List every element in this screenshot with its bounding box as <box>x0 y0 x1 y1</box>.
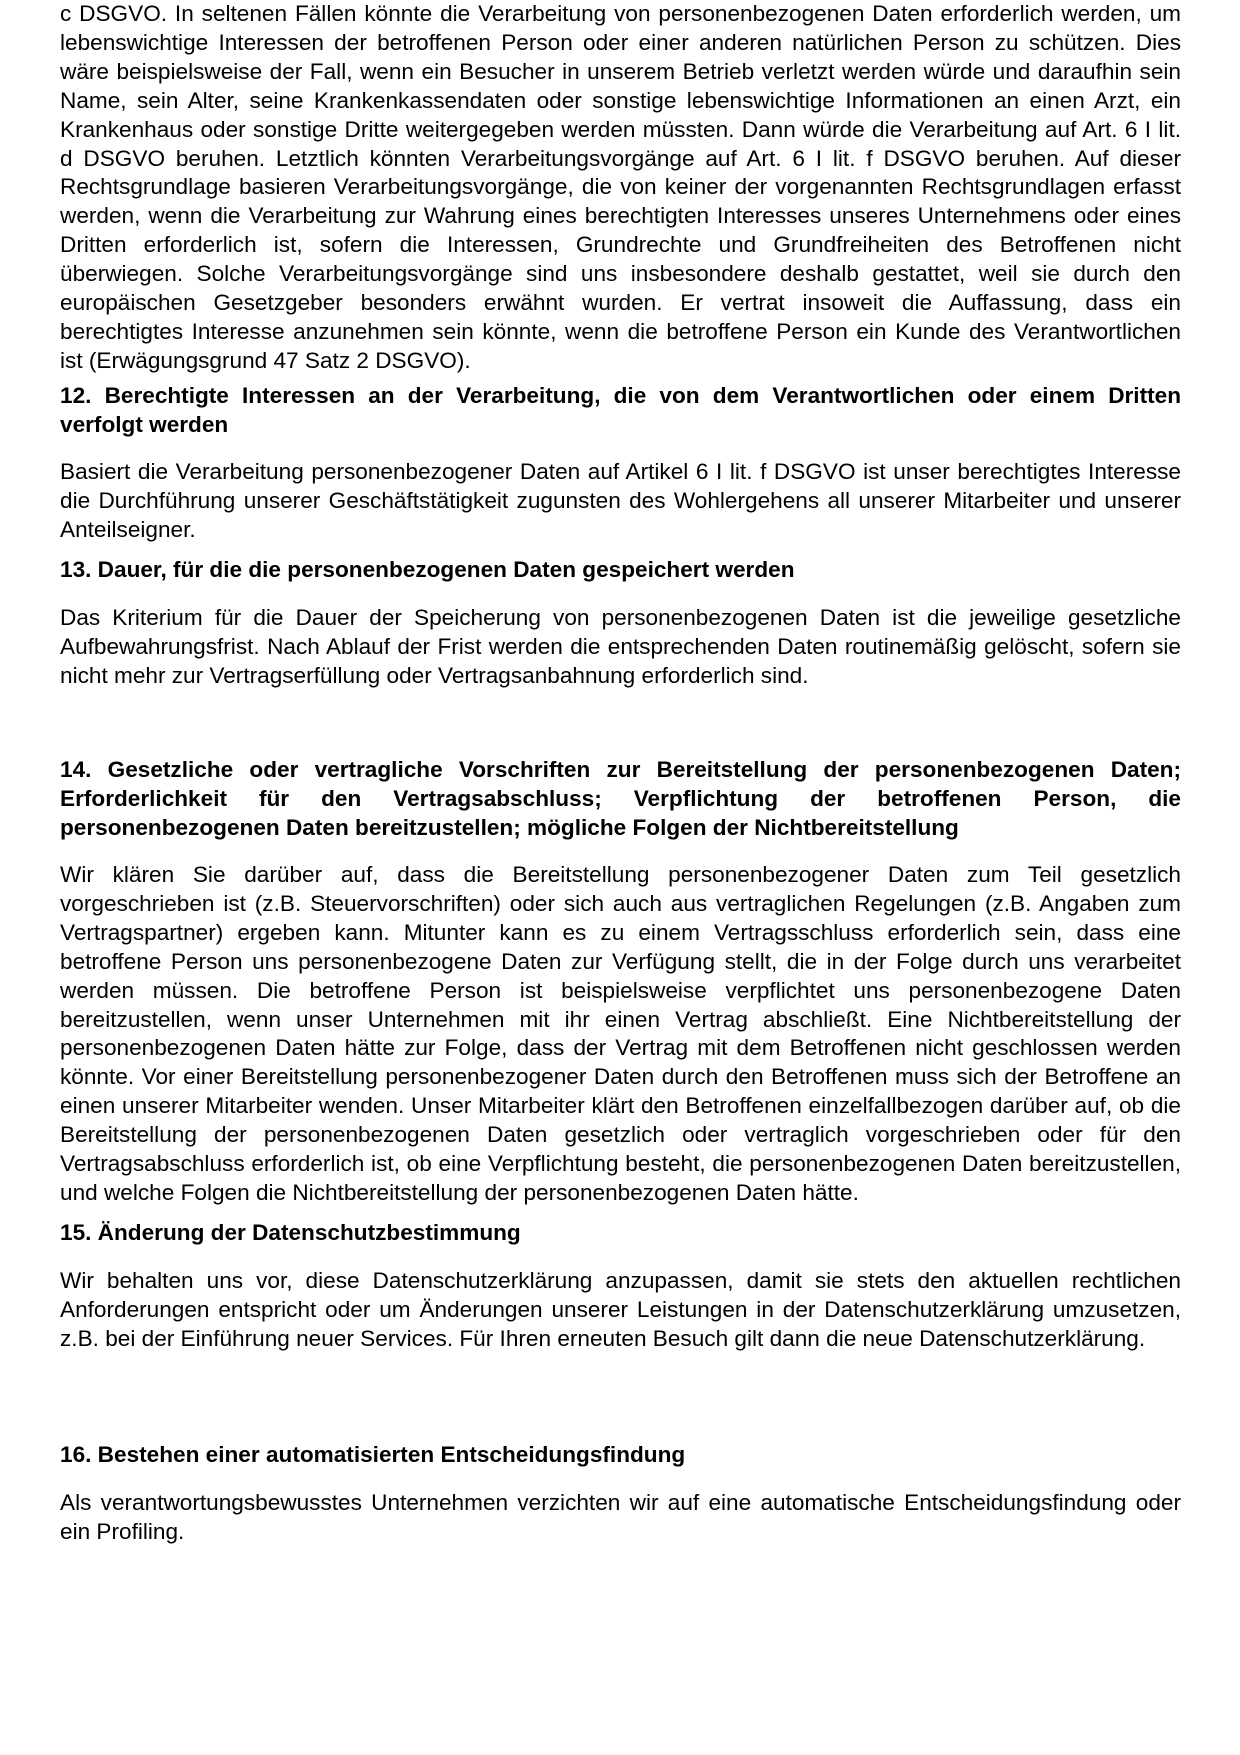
section-13-body: Das Kriterium für die Dauer der Speicherung von personenbezogenen Daten ist die jeweilige gesetzliche Aufbewahrungsfrist. Nach Ablauf der Frist werden die entsprechenden Daten routinemäßig gelöscht, sofern sie nicht mehr zur Vertragserfüllung oder Vertragsanbahnung erforderlich sind. <box>60 605 1181 688</box>
section-14-body: Wir klären Sie darüber auf, dass die Bereitstellung personenbezogener Daten zum Teil gesetzlich vorgeschrieben ist (z.B. Steuervorschriften) oder sich auch aus vertraglichen Regelungen (z.B. Angaben zum Vertragspartner) ergeben kann. Mitunter kann es zu einem Vertragsschluss erforderlich sein, dass eine betroffene Person uns personenbezogene Daten zur Verfügung stellt, die in der Folge durch uns verarbeitet werden müssen. Die betroffene Person ist beispielsweise verpflichtet uns personenbezogene Daten bereitzustellen, wenn unser Unternehmen mit ihr einen Vertrag abschließt. Eine Nichtbereitstellung der personenbezogenen Daten hätte zur Folge, dass der Vertrag mit dem Betroffenen nicht geschlossen werden könnte. Vor einer Bereitstellung personenbezogener Daten durch den Betroffenen muss sich der Betroffene an einen unserer Mitarbeiter wenden. Unser Mitarbeiter klärt den Betroffenen einzelfallbezogen darüber auf, ob die Bereitstellung der personenbezogenen Daten gesetzlich oder vertraglich vorgeschrieben oder für den Vertragsabschluss erforderlich ist, ob eine Verpflichtung besteht, die personenbezogenen Daten bereitzustellen, und welche Folgen die Nichtbereitstellung der personenbezogenen Daten hätte. <box>60 862 1181 1205</box>
section-13-heading: 13. Dauer, für die die personenbezogenen Daten gespeichert werden <box>60 557 795 582</box>
section-12-body: Basiert die Verarbeitung personenbezogener Daten auf Artikel 6 I lit. f DSGVO ist unser berechtigtes Interesse die Durchführung unserer Geschäftstätigkeit zugunsten des Wohlergehens all unserer Mitarbeiter und unserer Anteilseigner. <box>60 459 1181 542</box>
section-15-heading: 15. Änderung der Datenschutzbestimmung <box>60 1220 521 1245</box>
section-15-body: Wir behalten uns vor, diese Datenschutzerklärung anzupassen, damit sie stets den aktuellen rechtlichen Anforderungen entspricht oder um Änderungen unserer Leistungen in der Datenschutzerklärung umzusetzen, z.B. bei der Einführung neuer Services. Für Ihren erneuten Besuch gilt dann die neue Datenschutzerklärung. <box>60 1268 1181 1351</box>
section-14-heading: 14. Gesetzliche oder vertragliche Vorschriften zur Bereitstellung der personenbezogenen Daten; Erforderlichkeit für den Vertragsabschluss; Verpflichtung der betroffenen Person, die personenbezogenen Daten bereitzustellen; mögliche Folgen der Nichtbereitstellung <box>60 757 1181 840</box>
section-16-heading: 16. Bestehen einer automatisierten Entscheidungsfindung <box>60 1442 686 1467</box>
section-16-body: Als verantwortungsbewusstes Unternehmen verzichten wir auf eine automatische Entscheidungsfindung oder ein Profiling. <box>60 1490 1181 1544</box>
intro-paragraph: c DSGVO. In seltenen Fällen könnte die Verarbeitung von personenbezogenen Daten erforderlich werden, um lebenswichtige Interessen der betroffenen Person oder einer anderen natürlichen Person zu schützen. Dies wäre beispielsweise der Fall, wenn ein Besucher in unserem Betrieb verletzt werden würde und daraufhin sein Name, sein Alter, seine Krankenkassendaten oder sonstige lebenswichtige Informationen an einen Arzt, ein Krankenhaus oder sonstige Dritte weitergegeben werden müssten. Dann würde die Verarbeitung auf Art. 6 I lit. d DSGVO beruhen. Letztlich könnten Verarbeitungsvorgänge auf Art. 6 I lit. f DSGVO beruhen. Auf dieser Rechtsgrundlage basieren Verarbeitungsvorgänge, die von keiner der vorgenannten Rechtsgrundlagen erfasst werden, wenn die Verarbeitung zur Wahrung eines berechtigten Interesses unseres Unternehmens oder eines Dritten erforderlich ist, sofern die Interessen, Grundrechte und Grundfreiheiten des Betroffenen nicht überwiegen. Solche Verarbeitungsvorgänge sind uns insbesondere deshalb gestattet, weil sie durch den europäischen Gesetzgeber besonders erwähnt wurden. Er vertrat insoweit die Auffassung, dass ein berechtigtes Interesse anzunehmen sein könnte, wenn die betroffene Person ein Kunde des Verantwortlichen ist (Erwägungsgrund 47 Satz 2 DSGVO). <box>60 1 1181 373</box>
section-12-heading: 12. Berechtigte Interessen an der Verarbeitung, die von dem Verantwortlichen oder einem Dritten verfolgt werden <box>60 383 1181 437</box>
